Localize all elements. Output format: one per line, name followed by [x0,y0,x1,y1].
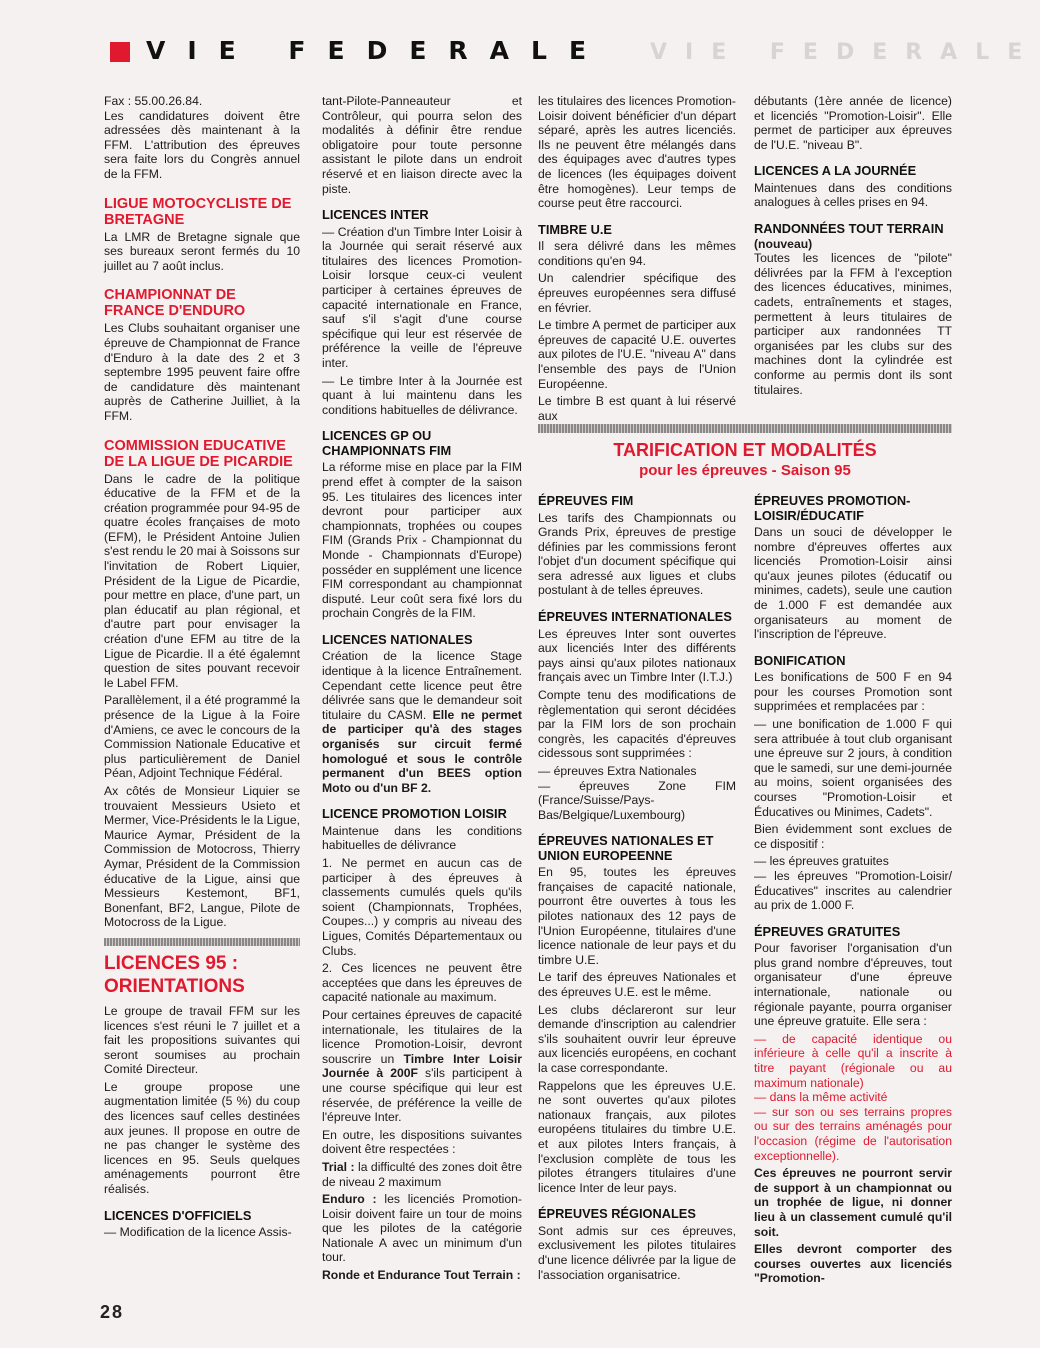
heading-randonnees: RANDONNÉES TOUT TERRAIN [754,221,944,237]
paragraph: Maintenues dans des conditions analogues à celles prises en 94. [754,180,952,210]
paragraph: les titulaires des licences Promotion-Loisir doivent bénéficier d'un départ séparé, après les autres licenciés. Ils ne peuvent être mélangés dans des équipages avec d'autres types de licences (les équipages doivent être homogènes). Leur temps de course peut être raccourci. [538,94,736,211]
paragraph: Compte tenu des modifications de règlementation qui seront décidées par la FIM lors de son prochain congrès, les capacités d'épreuves cidessous sont supprimées : [538,687,736,761]
paragraph: Parallèlement, il a été programmé la présence de la Ligue à la Foire d'Amiens, ce avec le concours de la Commission Nationale Educative et plus particulièrement de Daniel Péan, Adjoint Technique Fédéral. [104,693,300,781]
section-divider [104,938,300,946]
heading-licences-gp: LICENCES GP OU CHAMPIONNATS FIM [322,428,452,458]
paragraph: tant-Pilote-Panneauteur et Contrôleur, qui pourra selon des modalités à définir être rendue obligatoire pour toute personne assistant le pilote dans un endroit réservé et en liaison directe avec la piste. [322,94,522,196]
heading-licences-officiels: LICENCES D'OFFICIELS [104,1207,252,1223]
paragraph: — Le timbre Inter à la Journée est quant à lui maintenu dans les conditions habituelles de délivrance. [322,373,522,417]
paragraph: La réforme mise en place par la FIM prend effet à compter de la saison 95. Les titulaires des licences inter devront pour participer aux championnats, trophées ou coupes FIM (Grands Prix - Championnat du Monde - Championnats d'Europe) posséder en supplément une licence FIM correspondant au championnat disputé. Leur coût sera fixé lors du prochain Congrès de la FIM. [322,460,522,621]
column-2 [322,94,522,1286]
red-paragraph: — dans la même activité [754,1090,888,1105]
paragraph: Il sera délivré dans les mêmes conditions qu'en 94. [538,239,736,268]
paragraph: Bien évidemment sont exclues de ce dispositif : [754,822,952,851]
tarif-title-line1: TARIFICATION ET MODALITÉS [613,440,877,460]
paragraph: Le timbre A permet de participer aux épreuves de capacité U.E. ouvertes aux pilotes de l'U.E. "niveau A" dans l'ensemble des pays de l'Union Européenne. [538,318,736,391]
bold-text: Timbre Inter Loisir Journée à 200F [322,1051,522,1081]
paragraph: Dans le cadre de la politique éducative de la FFM et de la création programmée pour 94-95 de quatre écoles françaises de moto (EFM), le Président Antoine Julien s'est rendu le 20 mai à Soissons sur l'invitation de Robert Liquier, Président de la Ligue de Picardie, pour mettre en place, d'une part, un plan éducatif au plan régional, et d'autre part pour envisager la création d'une EFM au titre de la Ligue de Picardie. Il a été égalemnt question de sites pouvant recevoir le Label FFM. [104,471,300,690]
paragraph: — les épreuves "Promotion-Loisir/Éducatives" inscrites au calendrier au prix de 1.000 F. [754,868,952,913]
paragraph: Le tarif des épreuves Nationales et des épreuves U.E. est le même. [538,970,736,1000]
paragraph: Maintenue dans les conditions habituelles de délivrance [322,823,522,853]
paragraph: Sont admis sur ces épreuves, exclusivement les pilotes titulaires d'une licence délivrée par la ligue de l'association organisatrice. [538,1223,736,1282]
paragraph: Les bonifications de 500 F en 94 pour les courses Promotion sont supprimées et remplacées par : [754,670,952,714]
paragraph: — une bonification de 1.000 F qui sera attribuée à tout club organisant une épreuve sur 2 jours, à condition que le samedi, sur une demi-journée au moins, soient organisées des courses "Promotion-Loisir et Éducatives ou Minimes, Cadets". [754,717,952,819]
paragraph [322,1268,522,1283]
column-3 [538,94,736,426]
paragraph: Toutes les licences de "pilote" délivrées par la FFM à l'exception des licences éducatives, minimes, cadets, entraînements et stages, permettent à leurs titulaires de participer aux randonnées TT organisées par les clubs sur des machines dont la cylindrée est conforme au permis dont ils sont titulaires. [754,251,952,397]
paragraph: Les clubs déclareront sur leur demande d'inscription au calendrier s'ils souhaitent ouvrir leur épreuve aux licenciés européens, en cochant la case correspondante. [538,1002,736,1075]
text: Pour certaines épreuves de capacité internationale, les titulaires de la licence Promotion-Loisir, devront souscrire un [322,1007,522,1066]
paragraph: débutants (1ère année de licence) et licenciés "Promotion-Loisir". Elle permet de participer aux épreuves de l'U.E. "niveau B". [754,94,952,152]
bold-text: Trial : [322,1159,355,1174]
column-4 [754,94,952,400]
paragraph: Le timbre B est quant à lui réservé aux [538,394,736,423]
heading-timbre-ue: TIMBRE U.E [538,221,612,237]
paragraph: En outre, les dispositions suivantes doivent être respectées : [322,1127,522,1157]
paragraph: Les épreuves Inter sont ouvertes aux licenciés Inter des différents pays ainsi qu'aux pilotes nationaux français avec un Timbre Inter (I.T.J.) [538,626,736,685]
column-3-tarif [538,494,736,1285]
bold-paragraph: Ces épreuves ne pourront servir de support à un championnat ou un trophée de ligue, ni donner lieu à un classement cumulé qu'il soit. [754,1166,952,1239]
heading-epreuves-regionales: ÉPREUVES RÉGIONALES [538,1206,696,1222]
paragraph: Le groupe de travail FFM sur les licences s'est réuni le 7 juillet et a fait les propositions suivantes qui seront soumises au prochain Comité Directeur. [104,1003,300,1077]
paragraph: — les épreuves gratuites [754,854,889,869]
bold-paragraph: Elles devront comporter des courses ouvertes aux licenciés "Promotion- [754,1242,952,1286]
paragraph: Les Clubs souhaitant organiser une épreuve de Championnat de France d'Enduro à la date des 2 et 3 septembre 1995 peuvent faire offre de candidature dès maintenant auprès de Catherine Juilliet, à la FFM. [104,321,300,423]
paragraph: Un calendrier spécifique des épreuves européennes sera diffusé en février. [538,271,736,315]
paragraph: La LMR de Bretagne signale que ses bureaux seront fermés du 10 juillet au 7 août inclus. [104,229,300,273]
heading-epreuves-fim: ÉPREUVES FIM [538,493,634,508]
paragraph: 2. Ces licences ne peuvent être acceptées que dans les épreuves de capacité nationale au maximum. [322,961,522,1005]
section-header [110,36,1040,70]
red-square-icon [110,42,130,62]
page-number: 28 [100,1302,125,1322]
paragraph: 1. Ne permet en aucun cas de participer à des épreuves à classements cumulés quels qu'ils soient (Championnats, Trophées, Coupes...) y compris au niveau des Ligues, Comités Départementaux ou Clubs. [322,856,522,958]
heading-championnat-enduro: CHAMPIONNAT DE FRANCE D'ENDURO [104,287,246,320]
heading-licences-journee: LICENCES A LA JOURNÉE [754,163,917,179]
bold-text: Ronde et Endurance Tout Terrain : [322,1268,521,1283]
paragraph: Dans un souci de développer le nombre d'épreuves offertes aux licenciés Promotion-Loisir ainsi qu'aux jeunes pilotes (éducatif ou minimes, cadets), seule une caution de 1.000 F est demandée aux organisateurs au moment de l'inscription de l'épreuve. [754,525,952,642]
paragraph [322,1008,522,1125]
column-4-tarif [754,494,952,1289]
paragraph: En 95, toutes les épreuves françaises de capacité nationale, pourront être ouvertes à tous les pilotes nationaux des 12 pays de l'Union Européenne, titulaires d'une licence nationale de leur pays et du timbre U.E. [538,865,736,967]
heading-licence-promotion-loisir: LICENCE PROMOTION LOISIR [322,806,507,822]
heading-epreuves-gratuites: ÉPREUVES GRATUITES [754,923,901,939]
paragraph: Rappelons que les épreuves U.E. ne sont ouvertes qu'aux pilotes nationaux français, aux pilotes européens titulaires du timbre U.E. et aux pilotes Inters français, à l'exclusion complète de tous les pilotes étrangers titulaires d'une licence Inter de leur pays. [538,1078,736,1195]
section-title-ghost: VIE FEDERALE [650,40,1040,65]
heading-epreuves-internationales: ÉPREUVES INTERNATIONALES [538,609,732,625]
paragraph [322,1192,522,1265]
paragraph: Les candidatures doivent être adressées dès maintenant à la FFM. L'attribution des épreuves sera faite lors du Congrès annuel de la FFM. [104,108,300,181]
paragraph [322,1160,522,1189]
paragraph: — épreuves Extra Nationales [538,763,697,778]
section-title: VIE FEDERALE [146,36,609,65]
paragraph: Le groupe propose une augmentation limitée (5 %) du coup des licences sauf celles destinées aux jeunes. Il propose en outre de ne pas changer le système des licences en 95. Seuls quelques aménagements pourront être réalisés. [104,1079,300,1197]
paragraph: Les tarifs des Championnats ou Grands Prix, épreuves de prestige définies par les commissions feront l'objet d'un document spécifique qui sera adressé aux ligues et clubs postulant à de telles épreuves. [538,510,736,598]
paragraph: — épreuves Zone FIM (France/Suisse/Pays-Bas/Belgique/Luxembourg) [538,778,736,822]
red-paragraph: — sur son ou ses terrains propres ou sur des terrains aménagés pour l'occasion (régime de l'autorisation exceptionnelle). [754,1104,952,1163]
paragraph: Pour favoriser l'organisation d'un plus grand nombre d'épreuves, tout organisateur d'une épreuve internationale, nationale ou régionale payante, pourra organiser une épreuve gratuite. Elle sera : [754,941,952,1029]
heading-licences-inter: LICENCES INTER [322,207,429,223]
text: Création de la licence Stage identique à la licence Entraînement. Cependant cette licence peut être délivrée sans que le demandeur soit titulaire du CASM. [322,649,522,722]
heading-nouveau: (nouveau) [754,236,813,251]
paragraph: — Modification de la licence Assis- [104,1225,292,1240]
heading-promotion-loisir: ÉPREUVES PROMOTION-LOISIR/ÉDUCATIF [754,493,911,523]
red-paragraph: — de capacité identique ou inférieure à celle qu'il a inscrite à titre payant (régionale ou au maximum nationale) [754,1031,952,1090]
text: les licenciés Promotion-Loisir doivent faire un tour de moins que les pilotes de la catégorie Nationale A avec un minimum d'un tour. [322,1192,522,1265]
paragraph [322,649,522,795]
paragraph: Fax : 55.00.26.84. [104,94,203,108]
paragraph: Ax côtés de Monsieur Liquier se trouvaient Messieurs Usieto et Mermer, Vice-Présidents le la Ligue, Maurice Aymar, Président de la Commission de Motocross, Thierry Aymar, Président de la Commission éducative de la Ligue, ainsi que Messieurs Kestemont, BF1, Bonenfant, BF2, Langue, Pilote de Motocross de la Ligue. [104,783,300,930]
heading-licences-nationales: LICENCES NATIONALES [322,631,473,647]
heading-licences-95: LICENCES 95 : ORIENTATIONS [104,952,245,997]
heading-epreuves-nationales: ÉPREUVES NATIONALES ET UNION EUROPEENNE [538,833,714,863]
paragraph: — Création d'un Timbre Inter Loisir à la Journée qui serait réservé aux titulaires des licences Promotion-Loisir lorsque ceux-ci veulent participer à certaines épreuves de capacité internationale en France, sauf s'il s'agit d'une course spécifique qui leur est réservée de préférence la veille de l'épreuve inter. [322,224,522,370]
text: s'ils participent à une course spécifique qui leur est réservée, de préférence la veille de l'épreuve Inter. [322,1066,522,1125]
heading-bonification: BONIFICATION [754,652,846,668]
tarif-title-line2: pour les épreuves - Saison 95 [639,462,851,479]
tarif-divider [538,424,952,433]
column-1 [104,94,300,1243]
bold-text: Elle ne permet de participer qu'à des stages organisés sur circuit fermé homologué et sous le contrôle permanent d'un BEES option Moto ou d'un BF 2. [322,707,522,795]
bold-text: Enduro : [322,1192,377,1207]
text: la difficulté des zones doit être de niveau 2 maximum [322,1159,522,1189]
heading-commission-educative: COMMISSION EDUCATIVE DE LA LIGUE DE PICARDIE [104,437,293,470]
heading-ligue-bretagne: LIGUE MOTOCYCLISTE DE BRETAGNE [104,195,292,228]
tarif-title [538,440,952,480]
